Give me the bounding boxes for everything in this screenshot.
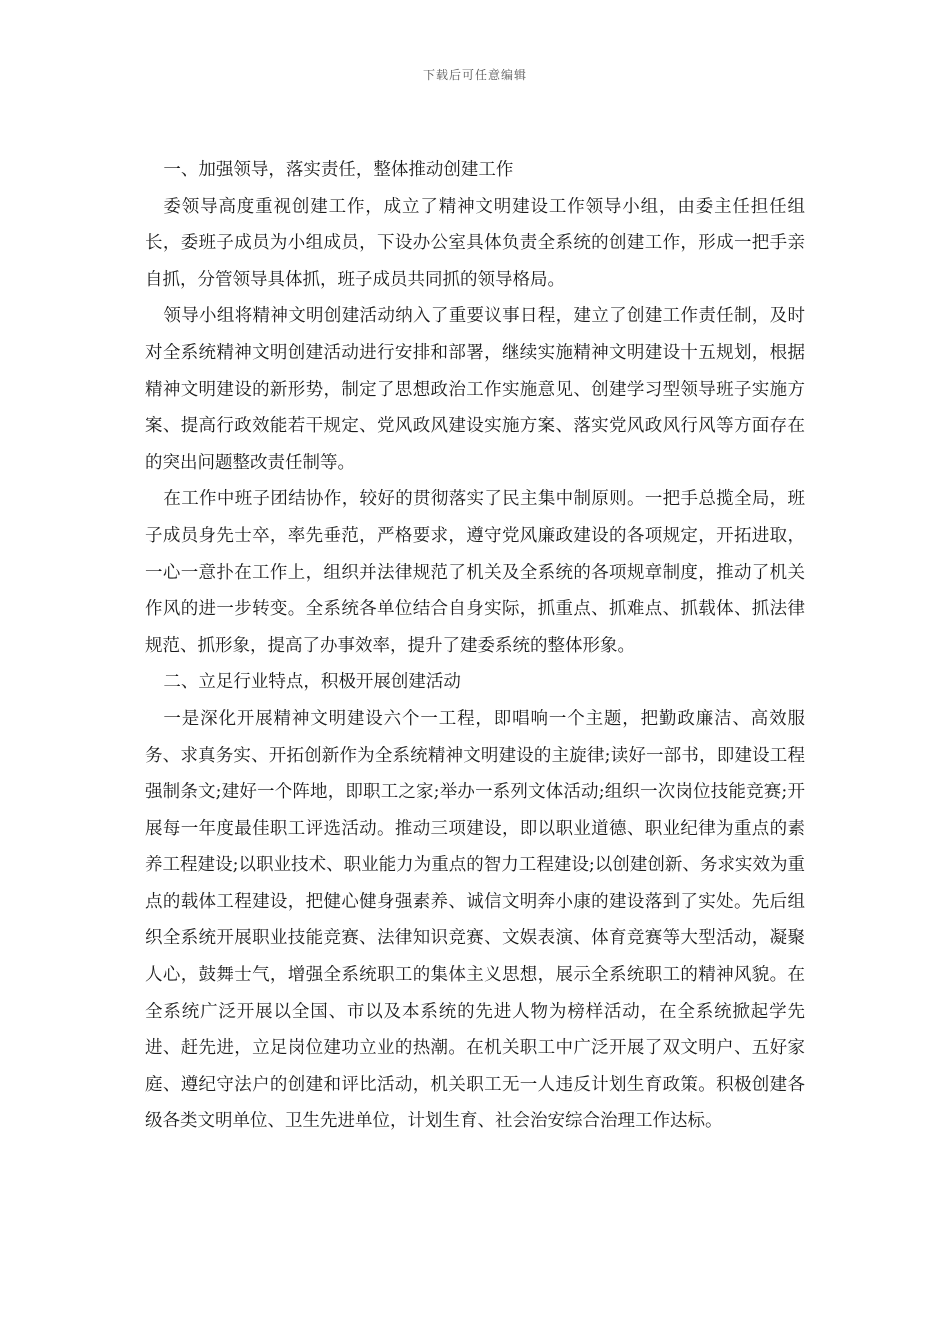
section-heading-1: 一、加强领导，落实责任，整体推动创建工作: [163, 160, 514, 180]
paragraph-2-1: 一是深化开展精神文明建设六个一工程，即唱响一个主题，把勤政廉洁、高效服务、求真务实、开拓创新作为全系统精神文明建设的主旋律;读好一部书，即建设工程强制条文;建好一个阵地，即职工之家;举办一系列文体活动;组织一次岗位技能竞赛;开展每一年度最佳职工评选活动。推动三项建设，即以职业道德、职业纪律为重点的素养工程建设;以职业技术、职业能力为重点的智力工程建设;以创建创新、务求实效为重点的载体工程建设，把健心健身强素养、诚信文明奔小康的建设落到了实处。先后组织全系统开展职业技能竞赛、法律知识竞赛、文娱表演、体育竞赛等大型活动，凝聚人心，鼓舞士气，增强全系统职工的集体主义思想，展示全系统职工的精神风貌。在全系统广泛开展以全国、市以及本系统的先进人物为榜样活动，在全系统掀起学先进、赶先进，立足岗位建功立业的热潮。在机关职工中广泛开展了双文明户、五好家庭、遵纪守法户的创建和评比活动，机关职工无一人违反计划生育政策。积极创建各级各类文明单位、卫生先进单位，计划生育、社会治安综合治理工作达标。: [145, 708, 805, 1132]
paragraph-1-3: 在工作中班子团结协作，较好的贯彻落实了民主集中制原则。一把手总揽全局，班子成员身先士卒，率先垂范，严格要求，遵守党风廉政建设的各项规定，开拓进取，一心一意扑在工作上，组织并法律规范了机关及全系统的各项规章制度，推动了机关作风的进一步转变。全系统各单位结合自身实际，抓重点、抓难点、抓载体、抓法律规范、抓形象，提高了办事效率，提升了建委系统的整体形象。: [145, 489, 805, 656]
paragraph-1-1: 委领导高度重视创建工作，成立了精神文明建设工作领导小组，由委主任担任组长，委班子成员为小组成员，下设办公室具体负责全系统的创建工作，形成一把手亲自抓，分管领导具体抓，班子成员共同抓的领导格局。: [145, 196, 805, 290]
section-heading-2: 二、立足行业特点，积极开展创建活动: [163, 672, 461, 693]
page-header: 下载后可任意编辑: [422, 68, 527, 82]
document-body: [145, 152, 805, 1140]
paragraph-1-2: 领导小组将精神文明创建活动纳入了重要议事日程，建立了创建工作责任制，及时对全系统精神文明创建活动进行安排和部署，继续实施精神文明建设十五规划，根据精神文明建设的新形势，制定了思想政治工作实施意见、创建学习型领导班子实施方案、提高行政效能若干规定、党风政风建设实施方案、落实党风政风行风等方面存在的突出问题整改责任制等。: [145, 306, 805, 473]
